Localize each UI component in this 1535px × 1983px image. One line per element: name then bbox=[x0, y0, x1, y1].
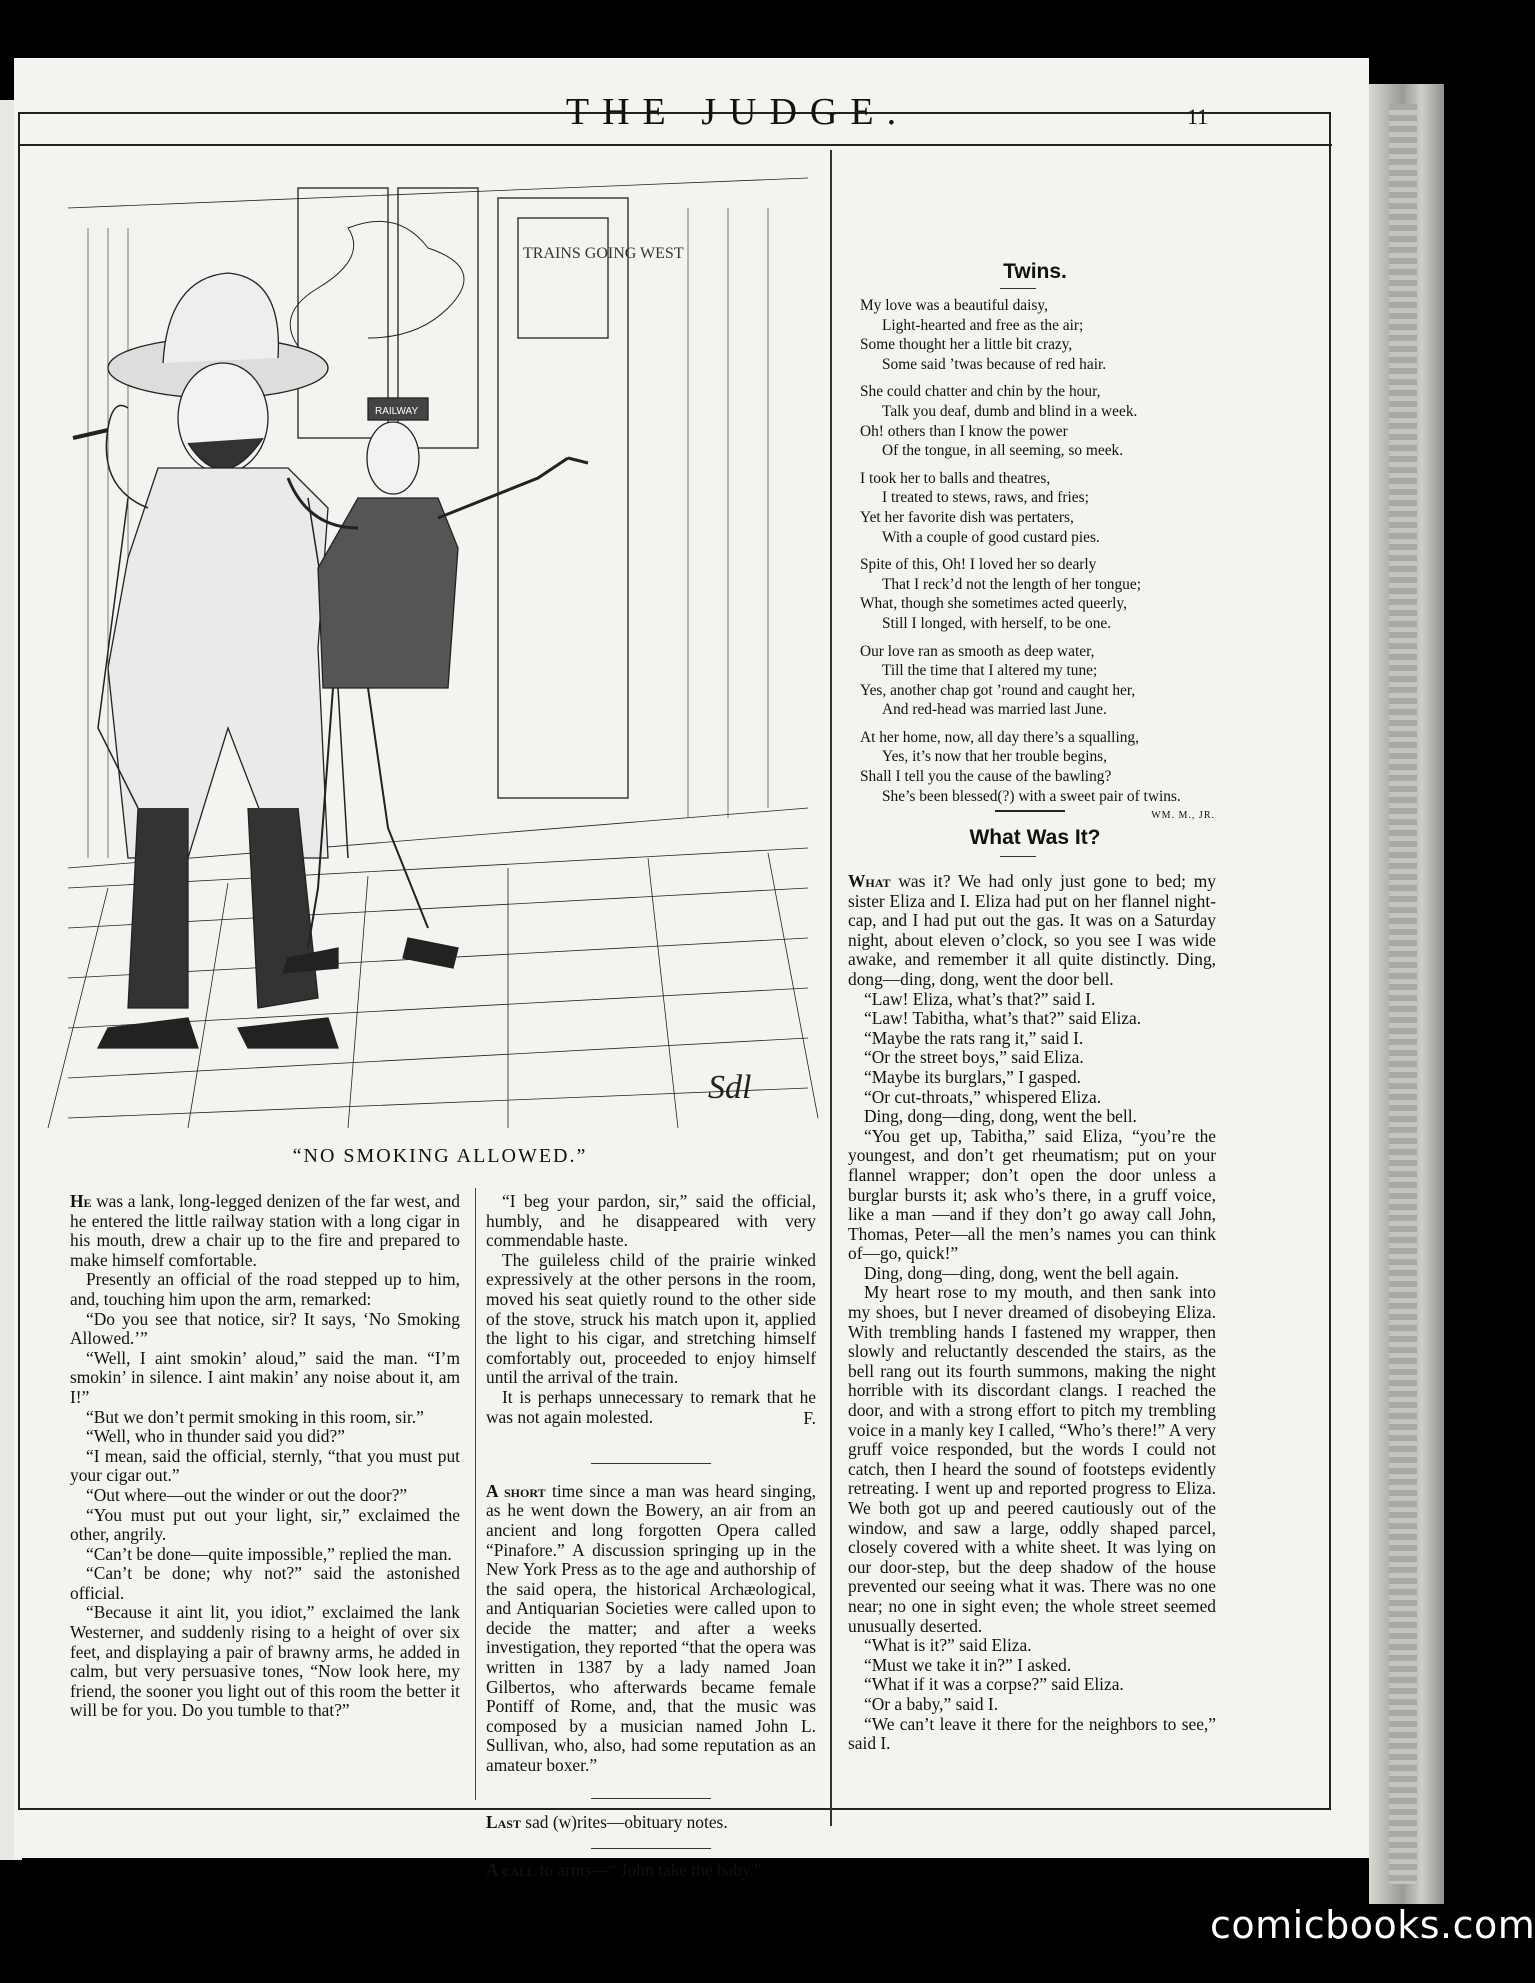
story-no-smoking-col1 bbox=[70, 1192, 460, 1721]
story-what-was-it bbox=[848, 872, 1216, 1754]
site-watermark: comicbooks.com bbox=[1210, 1903, 1535, 1947]
story1-p1: Presently an official of the road stepped up to him, and, touching him upon the arm, remarked: bbox=[70, 1269, 460, 1309]
separator-rule bbox=[591, 1848, 711, 1849]
page-number: 11 bbox=[1187, 104, 1209, 129]
cartoon-illustration bbox=[68, 168, 808, 1138]
poem-stanza: She could chatter and chin by the hour, Talk you deaf, dumb and blind in a week. Oh! others than I know the power Of the tongue, in all seeming, so meek. bbox=[860, 383, 1138, 460]
story1-p6: “I mean, said the official, sternly, “that you must put your cigar out.” bbox=[70, 1445, 460, 1486]
squib1-lead: Last bbox=[486, 1811, 521, 1832]
story3-p5: “Maybe its burglars,” I gasped. bbox=[864, 1066, 1082, 1087]
story2-text: time since a man was heard singing, as he went down the Bowery, an air from an ancient and long forgotten Opera called “Pinafore.” A discussion springing up in the New York Press as to the age and authorship of the said opera, the historical Archæological, and Antiquarian Societies were called upon to decide the matter; and after a weeks investigation, they reported “that the opera was written in 1387 by a lady named Joan Gilbertos, who afterwards became female Pontiff of Rome, and, that the music was composed by a musician named John L. Sullivan, who, also, had some reputation as an amateur boxer.” bbox=[486, 1480, 816, 1776]
story3-p9: Ding, dong—ding, dong, went the bell again. bbox=[864, 1262, 1179, 1283]
story1-p11: “Because it aint lit, you idiot,” exclaimed the lank Westerner, and suddenly rising to a height of over six feet, and displaying a pair of brawny arms, he added in calm, but very persuasive tones, “Now look here, my friend, the sooner you light out of this room the better it will be for you. Do you tumble to that?” bbox=[70, 1602, 460, 1721]
story-no-smoking-col2 bbox=[486, 1192, 816, 1881]
story1-lead: He bbox=[70, 1191, 92, 1211]
story3-p2: “Law! Tabitha, what’s that?” said Eliza. bbox=[864, 1008, 1142, 1029]
title-rule bbox=[1000, 856, 1036, 857]
story3-p11: “What is it?” said Eliza. bbox=[864, 1635, 1032, 1656]
squib1-text: sad (w)rites—obituary notes. bbox=[520, 1811, 728, 1832]
story1-signature: F. bbox=[803, 1408, 816, 1429]
column-rule-left bbox=[475, 1188, 476, 1800]
story3-p3: “Maybe the rats rang it,” said I. bbox=[864, 1027, 1084, 1048]
squib2-text: to arms—“ John take the baby.” bbox=[535, 1860, 762, 1881]
story3-p1: “Law! Eliza, what’s that?” said I. bbox=[864, 988, 1096, 1009]
story3-p15: “We can’t leave it there for the neighbors to see,” said I. bbox=[848, 1713, 1216, 1754]
masthead-title: THE JUDGE. bbox=[565, 91, 910, 133]
cartoon-caption: “NO SMOKING ALLOWED.” bbox=[292, 1145, 588, 1167]
story3-title: What Was It? bbox=[969, 826, 1101, 849]
cap-label: RAILWAY bbox=[375, 406, 419, 417]
story1-p5: “Well, who in thunder said you did?” bbox=[86, 1426, 345, 1447]
poem-stanza: Our love ran as smooth as deep water, Till the time that I altered my tune; Yes, another chap got ’round and caught her, And red-head was married last June. bbox=[860, 642, 1136, 719]
story1-p9: “Can’t be done—quite impossible,” replied the man. bbox=[86, 1543, 452, 1564]
story1-p13: The guileless child of the prairie winked expressively at the other persons in the room, moved his seat quietly round to the other side of the stove, struck his match upon it, applied the light to his cigar, and stretching himself comfortably out, proceeded to enjoy himself until the arrival of the train. bbox=[486, 1249, 816, 1388]
poem-stanza: At her home, now, all day there’s a squalling, Yes, it’s now that her trouble begins, Shall I tell you the cause of the bawling? She’s been blessed(?) with a sweet pair of twins. bbox=[860, 728, 1181, 805]
poem-stanza: My love was a beautiful daisy, Light-hearted and free as the air; Some thought her a little bit crazy, Some said ’twas because of red hair. bbox=[860, 297, 1107, 373]
sign-text: TRAINS GOING WEST bbox=[523, 245, 684, 262]
masthead-rule bbox=[20, 144, 1332, 146]
story3-p7: Ding, dong—ding, dong, went the bell. bbox=[864, 1106, 1137, 1127]
poem-signature: WM. M., JR. bbox=[1151, 810, 1215, 822]
title-rule bbox=[1000, 288, 1036, 289]
story3-p4: “Or the street boys,” said Eliza. bbox=[864, 1047, 1084, 1068]
poem-title: Twins. bbox=[1003, 260, 1067, 283]
story3-lead: What bbox=[848, 871, 891, 891]
column-rule-right bbox=[830, 150, 832, 1826]
story3-p6: “Or cut-throats,” whispered Eliza. bbox=[864, 1086, 1102, 1107]
squib2-lead: A call bbox=[486, 1860, 536, 1881]
story3-p13: “What if it was a corpse?” said Eliza. bbox=[864, 1674, 1124, 1695]
story1-p7: “Out where—out the winder or out the door?” bbox=[86, 1484, 408, 1505]
sign-board bbox=[518, 218, 608, 338]
story1-p3: “Well, I aint smokin’ aloud,” said the man. “I’m smokin’ in silence. I aint makin’ any noise about it, am I!” bbox=[70, 1347, 460, 1407]
story1-p14: It is perhaps unnecessary to remark that he was not again molested. bbox=[486, 1386, 816, 1427]
book-binding bbox=[1369, 84, 1444, 1904]
separator-rule bbox=[591, 1798, 711, 1799]
story1-p8: “You must put out your light, sir,” exclaimed the other, angrily. bbox=[70, 1504, 460, 1545]
artist-signature: Sdl bbox=[708, 1069, 752, 1106]
poem-stanza: Spite of this, Oh! I loved her so dearly That I reck’d not the length of her tongue; What, though she sometimes acted queerly, Still I longed, with herself, to be one. bbox=[860, 556, 1141, 632]
story1-p10: “Can’t be done; why not?” said the astonished official. bbox=[70, 1563, 460, 1603]
story1-p0: was a lank, long-legged denizen of the far west, and he entered the little railway station with a long cigar in his mouth, drew a chair up to the fire and prepared to make himself comfortable. bbox=[70, 1191, 460, 1270]
poem-stanza: I took her to balls and theatres, I treated to stews, raws, and fries; Yet her favorite dish was pertaters, With a couple of good custard pies. bbox=[860, 469, 1100, 546]
story3-p8: “You get up, Tabitha,” said Eliza, “you’re the youngest, and don’t get rheumatism; put on your flannel wrapper; don’t open the door unless a burglar bursts it; ask who’s there, in a gruff voice, like a man —and if they don’t go away call John, Thomas, Peter—all the men’s names you can think of—go, quick!” bbox=[848, 1125, 1216, 1264]
separator-rule bbox=[591, 1463, 711, 1464]
poem-twins bbox=[860, 296, 1215, 826]
story3-p0: was it? We had only just gone to bed; my sister Eliza and I. Eliza had put on her flannel night-cap, and I had put out the gas. It was on a Saturday night, about eleven o’clock, so you see I was wide awake, and remember it all quite distinctly. Ding, dong—ding, dong, went the door bell. bbox=[848, 871, 1216, 989]
section-rule bbox=[995, 810, 1065, 812]
story3-p12: “Must we take it in?” I asked. bbox=[864, 1654, 1072, 1675]
story1-p2: “Do you see that notice, sir? It says, ‘No Smoking Allowed.’” bbox=[70, 1308, 460, 1349]
story3-p14: “Or a baby,” said I. bbox=[864, 1693, 999, 1714]
story2-lead: A short bbox=[486, 1480, 546, 1501]
story1-p12: “I beg your pardon, sir,” said the official, humbly, and he disappeared with very commendable haste. bbox=[486, 1191, 816, 1251]
story1-p4: “But we don’t permit smoking in this room, sir.” bbox=[86, 1406, 424, 1427]
story3-p10: My heart rose to my mouth, and then sank into my shoes, but I never dreamed of disobeying Eliza. With trembling hands I fastened my wrapper, then slowly and reluctantly descended the stairs, as the bell rang out its fourth summons, making the night horrible with its discordant clangs. I reached the door, and with a strong effort to pitch my trembling voice in a manly key I called, “Who’s there!” A very gruff voice responded, but the words I could not catch, then I heard the sound of footsteps evidently retreating. I went up and reported progress to Eliza. We both got up and peered cautiously out of the window, and saw a large, oddly shaped parcel, closely covered with a white sheet. It was lying on our door-step, but the deep shadow of the house prevented our seeing what it was. There was no one near; no one in sight even; the whole street seemed unusually deserted. bbox=[848, 1282, 1216, 1636]
